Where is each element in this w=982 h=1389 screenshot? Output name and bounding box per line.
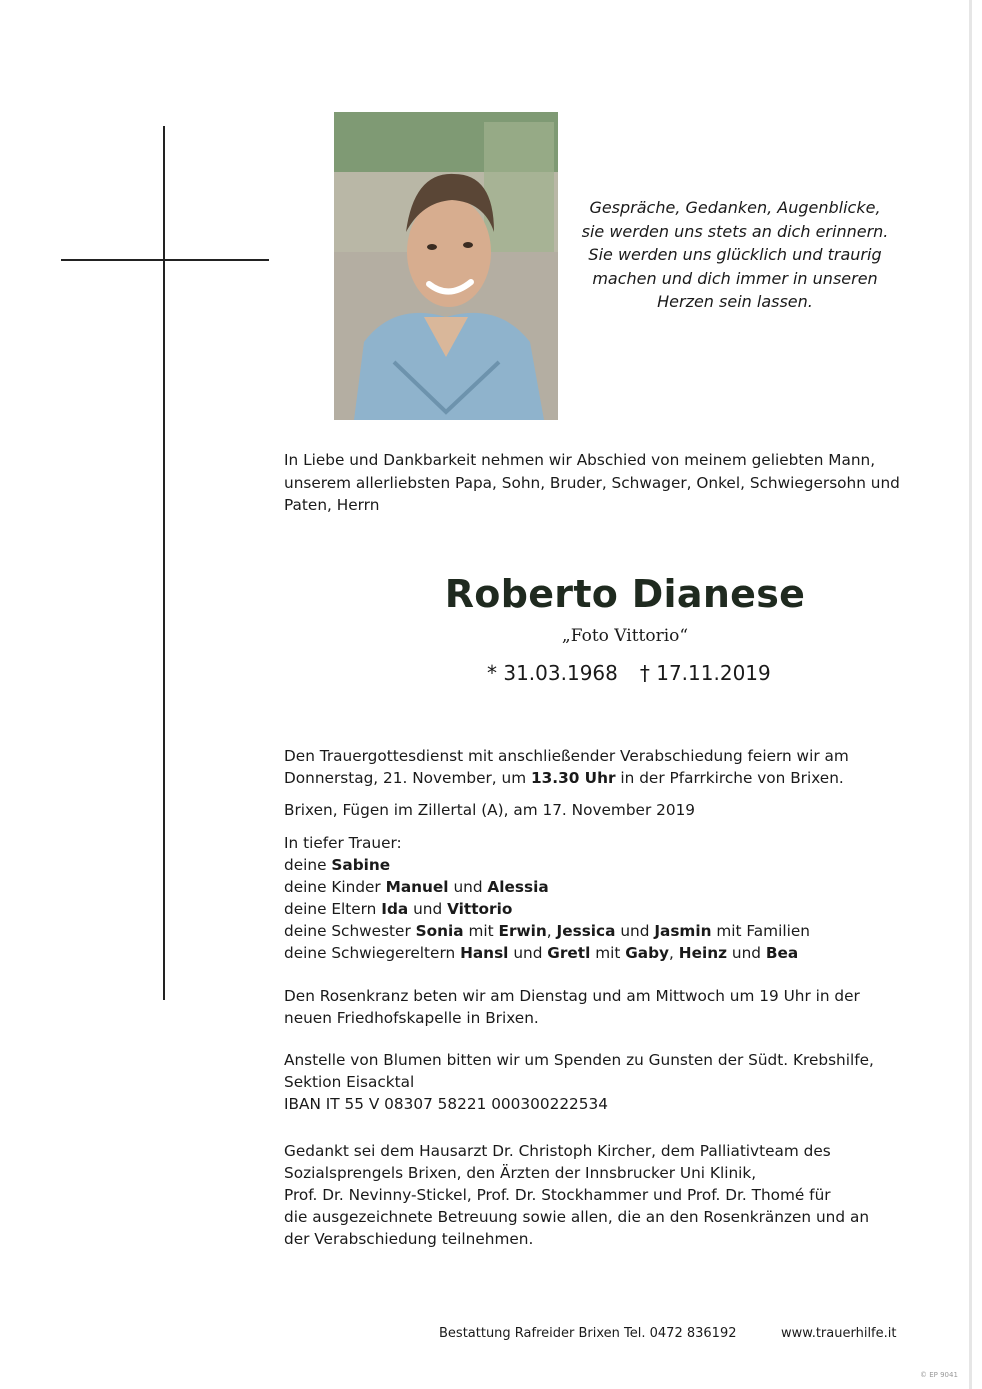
service-line: Den Trauergottesdienst mit anschließender Verabschiedung feiern wir am xyxy=(284,747,849,765)
mourner-line: deine Schwiegereltern Hansl und Gretl mit Gaby, Heinz und Bea xyxy=(284,944,799,962)
birth-date: * 31.03.1968 xyxy=(487,661,618,685)
intro-line: In Liebe und Dankbarkeit nehmen wir Abschied von meinem geliebten Mann, xyxy=(284,451,876,469)
place-date: Brixen, Fügen im Zillertal (A), am 17. November 2019 xyxy=(284,801,696,819)
undertaker-info: Bestattung Rafreider Brixen Tel. 0472 836192 xyxy=(439,1326,737,1341)
service-time: 13.30 Uhr xyxy=(530,769,616,787)
donation-line: Sektion Eisacktal xyxy=(284,1073,415,1091)
life-dates xyxy=(487,661,771,685)
memorial-poem xyxy=(560,196,910,314)
portrait-illustration xyxy=(334,112,558,420)
rosary-line: neuen Friedhofskapelle in Brixen. xyxy=(284,1009,539,1027)
mourner-line: deine Schwester Sonia mit Erwin, Jessica und Jasmin mit Familien xyxy=(284,922,810,940)
thanks-line: Gedankt sei dem Hausarzt Dr. Christoph Kircher, dem Palliativteam des xyxy=(284,1142,831,1160)
death-date: † 17.11.2019 xyxy=(639,661,771,685)
poem-line: Sie werden uns glücklich und traurig xyxy=(588,245,882,265)
poem-line: machen und dich immer in unseren xyxy=(592,268,878,288)
poem-line: sie werden uns stets an dich erinnern. xyxy=(581,221,889,241)
intro-line: unserem allerliebsten Papa, Sohn, Bruder, Schwager, Onkel, Schwiegersohn und xyxy=(284,474,900,492)
cross-horizontal-bar xyxy=(61,259,269,261)
intro-line: Paten, Herrn xyxy=(284,496,380,514)
deceased-name: Roberto Dianese xyxy=(444,572,806,616)
thanks-line: Sozialsprengels Brixen, den Ärzten der Innsbrucker Uni Klinik, xyxy=(284,1164,757,1182)
mourner-line: deine Kinder Manuel und Alessia xyxy=(284,878,549,896)
print-code: © EP 9041 xyxy=(920,1371,958,1379)
mourners-heading: In tiefer Trauer: xyxy=(284,834,402,852)
portrait-photo xyxy=(334,112,558,420)
website-link[interactable]: www.trauerhilfe.it xyxy=(781,1326,897,1341)
service-line: Donnerstag, 21. November, um 13.30 Uhr in der Pfarrkirche von Brixen. xyxy=(284,769,844,787)
donation-iban: IBAN IT 55 V 08307 58221 000300222534 xyxy=(284,1095,608,1113)
thanks-line: die ausgezeichnete Betreuung sowie allen, die an den Rosenkränzen und an xyxy=(284,1208,870,1226)
page-edge-shadow xyxy=(969,0,972,1389)
donation-line: Anstelle von Blumen bitten wir um Spenden zu Gunsten der Südt. Krebshilfe, xyxy=(284,1051,874,1069)
poem-line: Gespräche, Gedanken, Augenblicke, xyxy=(589,198,881,217)
thanks-line: Prof. Dr. Nevinny-Stickel, Prof. Dr. Stockhammer und Prof. Dr. Thomé für xyxy=(284,1186,831,1204)
thanks-line: der Verabschiedung teilnehmen. xyxy=(284,1230,534,1248)
mourner-line: deine Sabine xyxy=(284,856,391,874)
cross-vertical-bar xyxy=(163,126,165,1000)
rosary-line: Den Rosenkranz beten wir am Dienstag und am Mittwoch um 19 Uhr in der xyxy=(284,987,860,1005)
poem-line: Herzen sein lassen. xyxy=(657,292,813,312)
mourner-line: deine Eltern Ida und Vittorio xyxy=(284,900,513,918)
deceased-alias: „Foto Vittorio“ xyxy=(561,626,689,646)
